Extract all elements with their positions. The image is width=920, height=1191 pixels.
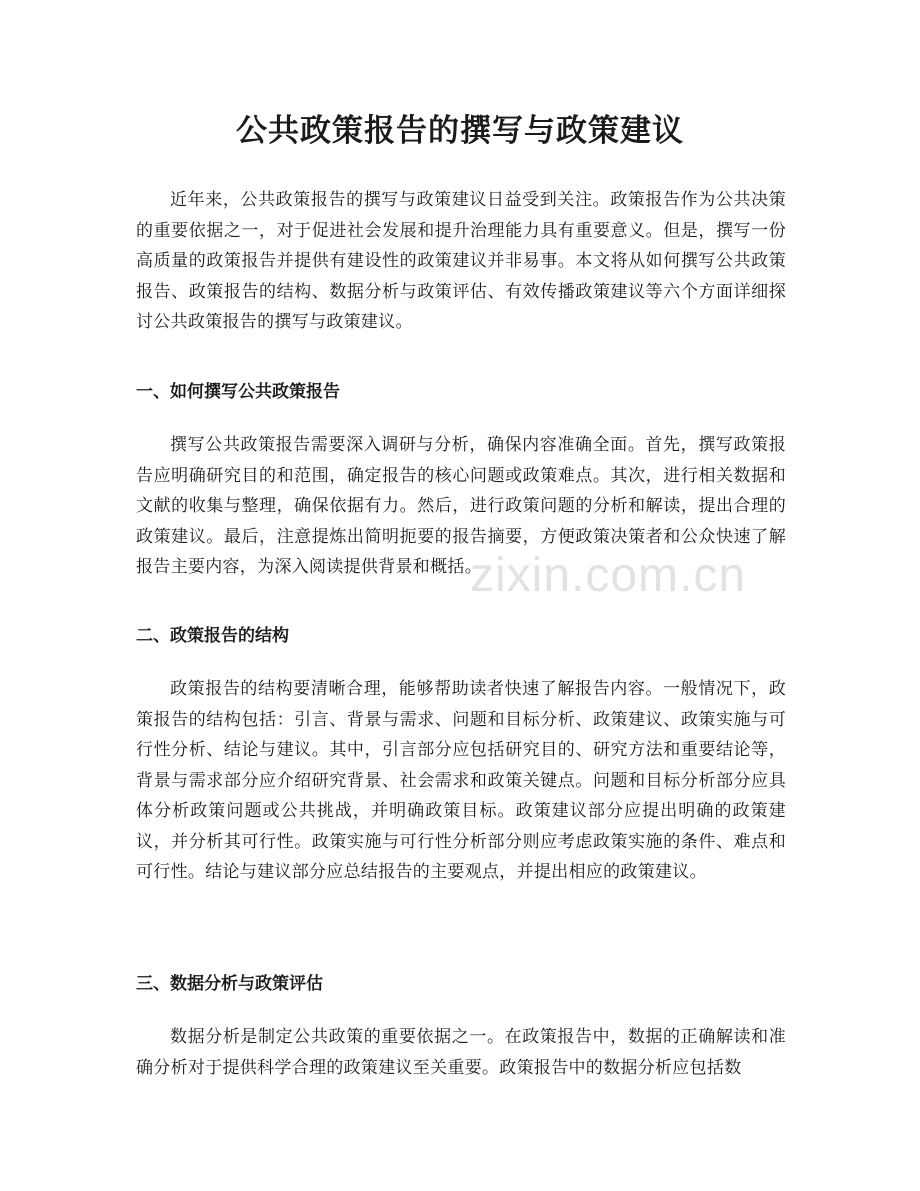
watermark: zixin.com.cn [470, 549, 747, 602]
section-heading-3: 三、数据分析与政策评估 [136, 974, 323, 994]
section-heading-1: 一、如何撰写公共政策报告 [136, 382, 340, 402]
section-body-3: 数据分析是制定公共政策的重要依据之一。在政策报告中，数据的正确解读和准确分析对于提供科学合理的政策建议至关重要。政策报告中的数据分析应包括数 [136, 1027, 786, 1078]
section-body-1: 撰写公共政策报告需要深入调研与分析，确保内容准确全面。首先，撰写政策报告应明确研究目的和范围，确定报告的核心问题或政策难点。其次，进行相关数据和文献的收集与整理，确保依据有力。然后，进行政策问题的分析和解读，提出合理的政策建议。最后，注意提炼出简明扼要的报告摘要，方便政策决策者和公众快速了解报告主要内容，为深入阅读提供背景和概括。 [136, 435, 786, 577]
intro-paragraph: 近年来，公共政策报告的撰写与政策建议日益受到关注。政策报告作为公共决策的重要依据之一，对于促进社会发展和提升治理能力具有重要意义。但是，撰写一份高质量的政策报告并提供有建设性的政策建议并非易事。本文将从如何撰写公共政策报告、政策报告的结构、数据分析与政策评估、有效传播政策建议等六个方面详细探讨公共政策报告的撰写与政策建议。 [136, 190, 786, 332]
section-body-2: 政策报告的结构要清晰合理，能够帮助读者快速了解报告内容。一般情况下，政策报告的结构包括：引言、背景与需求、问题和目标分析、政策建议、政策实施与可行性分析、结论与建议。其中，引言部分应包括研究目的、研究方法和重要结论等，背景与需求部分应介绍研究背景、社会需求和政策关键点。问题和目标分析部分应具体分析政策问题或公共挑战，并明确政策目标。政策建议部分应提出明确的政策建议，并分析其可行性。政策实施与可行性分析部分则应考虑政策实施的条件、难点和可行性。结论与建议部分应总结报告的主要观点，并提出相应的政策建议。 [136, 679, 786, 882]
section-heading-2: 二、政策报告的结构 [136, 626, 289, 646]
page-title: 公共政策报告的撰写与政策建议 [236, 113, 684, 149]
